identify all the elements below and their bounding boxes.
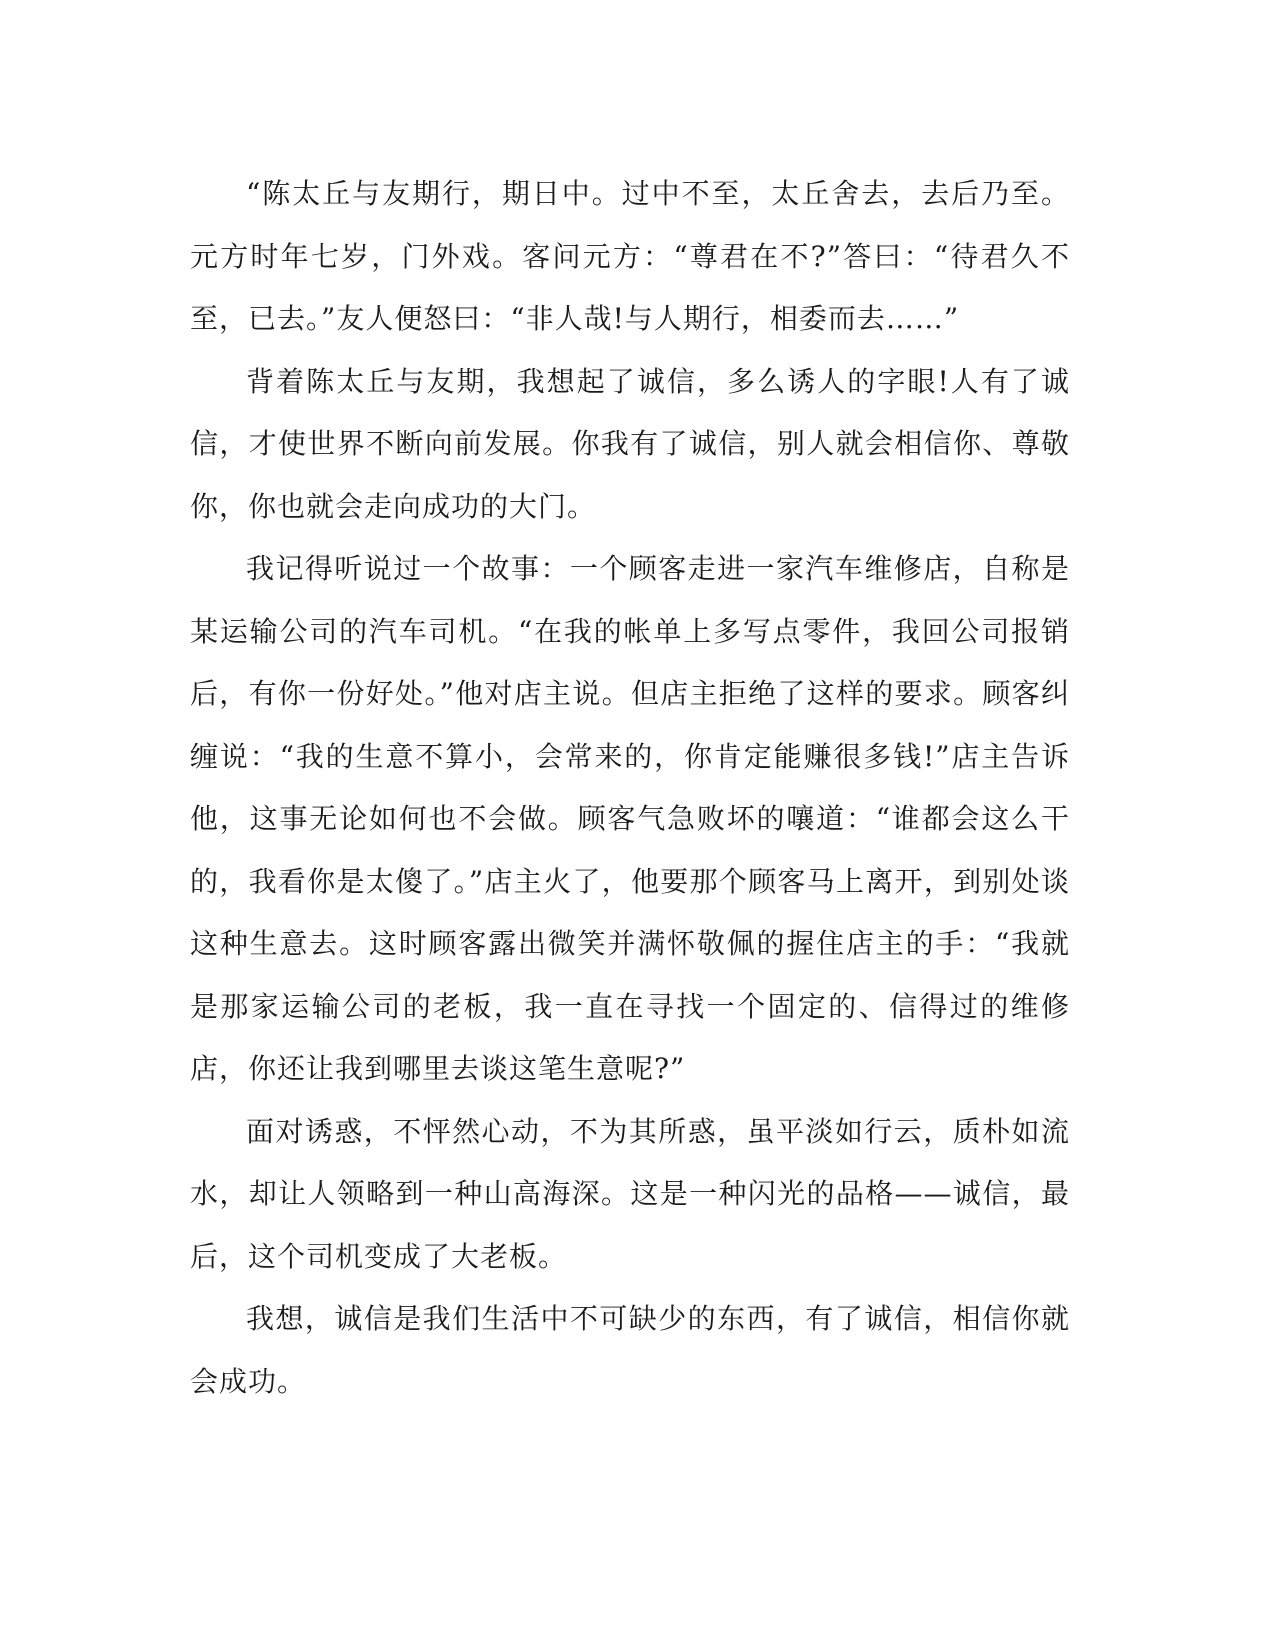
paragraph-integrity-reflection: 背着陈太丘与友期，我想起了诚信，多么诱人的字眼!人有了诚信，才使世界不断向前发展。你我有了诚信，别人就会相信你、尊敬你，你也就会走向成功的大门。	[190, 364, 1070, 523]
document-body	[190, 163, 1070, 1413]
paragraph-repair-shop-story: 我记得听说过一个故事：一个顾客走进一家汽车维修店，自称是某运输公司的汽车司机。“在我的帐单上多写点零件，我回公司报销后，有你一份好处。”他对店主说。但店主拒绝了这样的要求。顾客纠缠说：“我的生意不算小，会常来的，你肯定能赚很多钱!”店主告诉他，这事无论如何也不会做。顾客气急败坏的嚷道：“谁都会这么干的，我看你是太傻了。”店主火了，他要那个顾客马上离开，到别处谈这种生意去。这时顾客露出微笑并满怀敬佩的握住店主的手：“我就是那家运输公司的老板，我一直在寻找一个固定的、信得过的维修店，你还让我到哪里去谈这笔生意呢?”	[190, 552, 1070, 1085]
paragraph-conclusion: 我想，诚信是我们生活中不可缺少的东西，有了诚信，相信你就会成功。	[190, 1302, 1070, 1398]
paragraph-story-quote: “陈太丘与友期行，期日中。过中不至，太丘舍去，去后乃至。元方时年七岁，门外戏。客问元方：“尊君在不?”答曰：“待君久不至，已去。”友人便怒曰：“非人哉!与人期行，相委而去……”	[190, 177, 1070, 335]
paragraph-temptation: 面对诱惑，不怦然心动，不为其所惑，虽平淡如行云，质朴如流水，却让人领略到一种山高海深。这是一种闪光的品格——诚信，最后，这个司机变成了大老板。	[190, 1114, 1070, 1273]
